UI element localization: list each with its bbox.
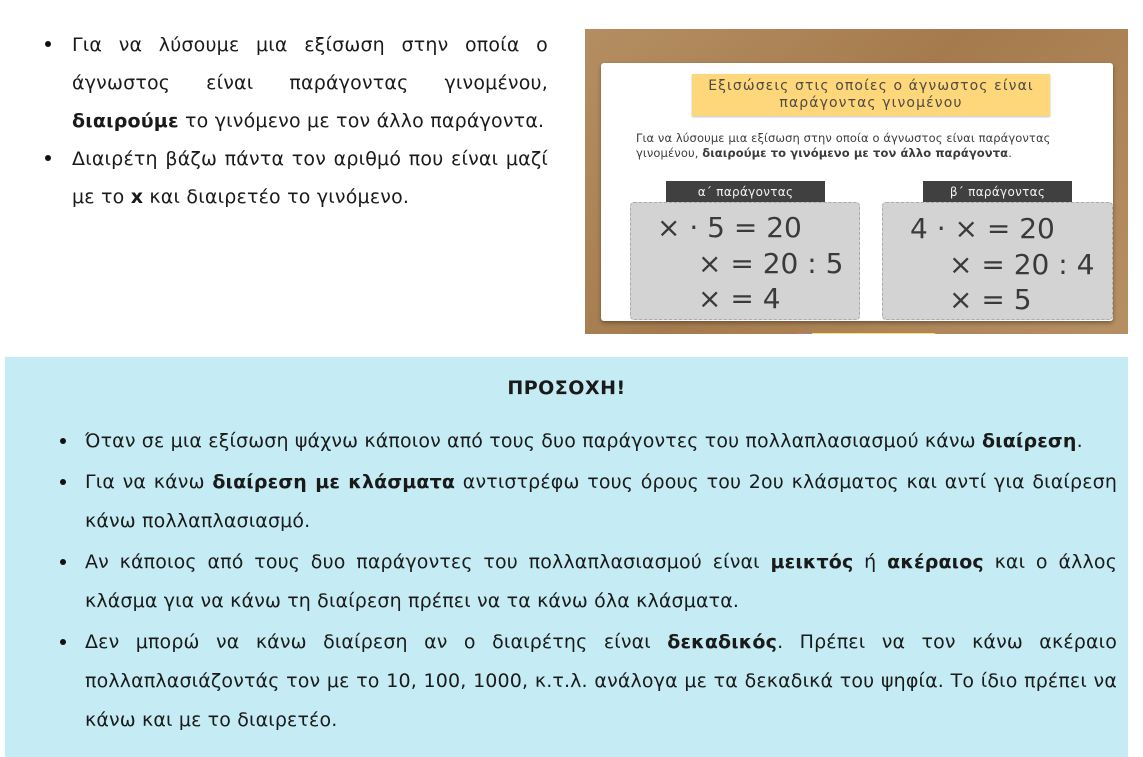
illustration-title: Εξισώσεις στις οποίες ο άγνωστος είναι παράγοντας γινομένου [692, 74, 1050, 116]
illustration-card [601, 63, 1113, 321]
list-item: Διαιρέτη βάζω πάντα τον αριθμό που είναι μαζί με το x και διαιρετέο το γινόμενο. [42, 140, 548, 216]
equation-line: 4 · × = 20 [910, 212, 1055, 245]
equation-line: × = 20 : 5 [698, 247, 844, 280]
bold-term: διαιρούμε [72, 110, 179, 132]
pencil-icon [796, 331, 951, 334]
first-factor-label: α΄ παράγοντας [666, 181, 825, 203]
equation-line: × · 5 = 20 [657, 211, 802, 244]
second-factor-label: β΄ παράγοντας [923, 181, 1072, 203]
attention-title: ΠΡΟΣΟΧΗ! [507, 377, 626, 399]
list-item: Για να κάνω διαίρεση με κλάσματα αντιστρέφω τους όρους του 2ου κλάσματος και αντί για διαίρεση κάνω πολλαπλασιασμό. [55, 463, 1117, 541]
bold-term: x [130, 186, 144, 208]
list-item: Δεν μπορώ να κάνω διαίρεση αν ο διαιρέτης είναι δεκαδικός. Πρέπει να τον κάνω ακέραιο πολλαπλασιάζοντάς τον με το 10, 100, 1000, κ.τ.λ. ανάλογα με τα δεκαδικά του ψηφία. Το ίδιο πρέπει να κάνω και με το διαιρετέο. [55, 623, 1117, 740]
first-factor-equations [630, 202, 860, 320]
attention-list [55, 422, 1117, 740]
list-item: Όταν σε μια εξίσωση ψάχνω κάποιον από τους δυο παράγοντες του πολλαπλασιασμού κάνω διαίρεση. [55, 422, 1117, 461]
list-item: Αν κάποιος από τους δυο παράγοντες του πολλαπλασιασμού είναι μεικτός ή ακέραιος και ο άλλος κλάσμα για να κάνω τη διαίρεση πρέπει να τα κάνω όλα κλάσματα. [55, 543, 1117, 621]
rules-list [42, 26, 548, 216]
attention-box [5, 357, 1128, 757]
second-factor-equations [882, 202, 1113, 320]
illustration-description: Για να λύσουμε μια εξίσωση στην οποία ο άγνωστος είναι παράγοντας γινομένου, διαιρούμε το γινόμενο με τον άλλο παράγοντα. [636, 131, 1051, 160]
equation-illustration [585, 29, 1128, 334]
equation-line: × = 5 [949, 283, 1032, 316]
equation-line: × = 4 [698, 282, 781, 315]
list-item: Για να λύσουμε μια εξίσωση στην οποία ο άγνωστος είναι παράγοντας γινομένου, διαιρούμε το γινόμενο με τον άλλο παράγοντα. [42, 26, 548, 140]
equation-line: × = 20 : 4 [949, 248, 1095, 281]
